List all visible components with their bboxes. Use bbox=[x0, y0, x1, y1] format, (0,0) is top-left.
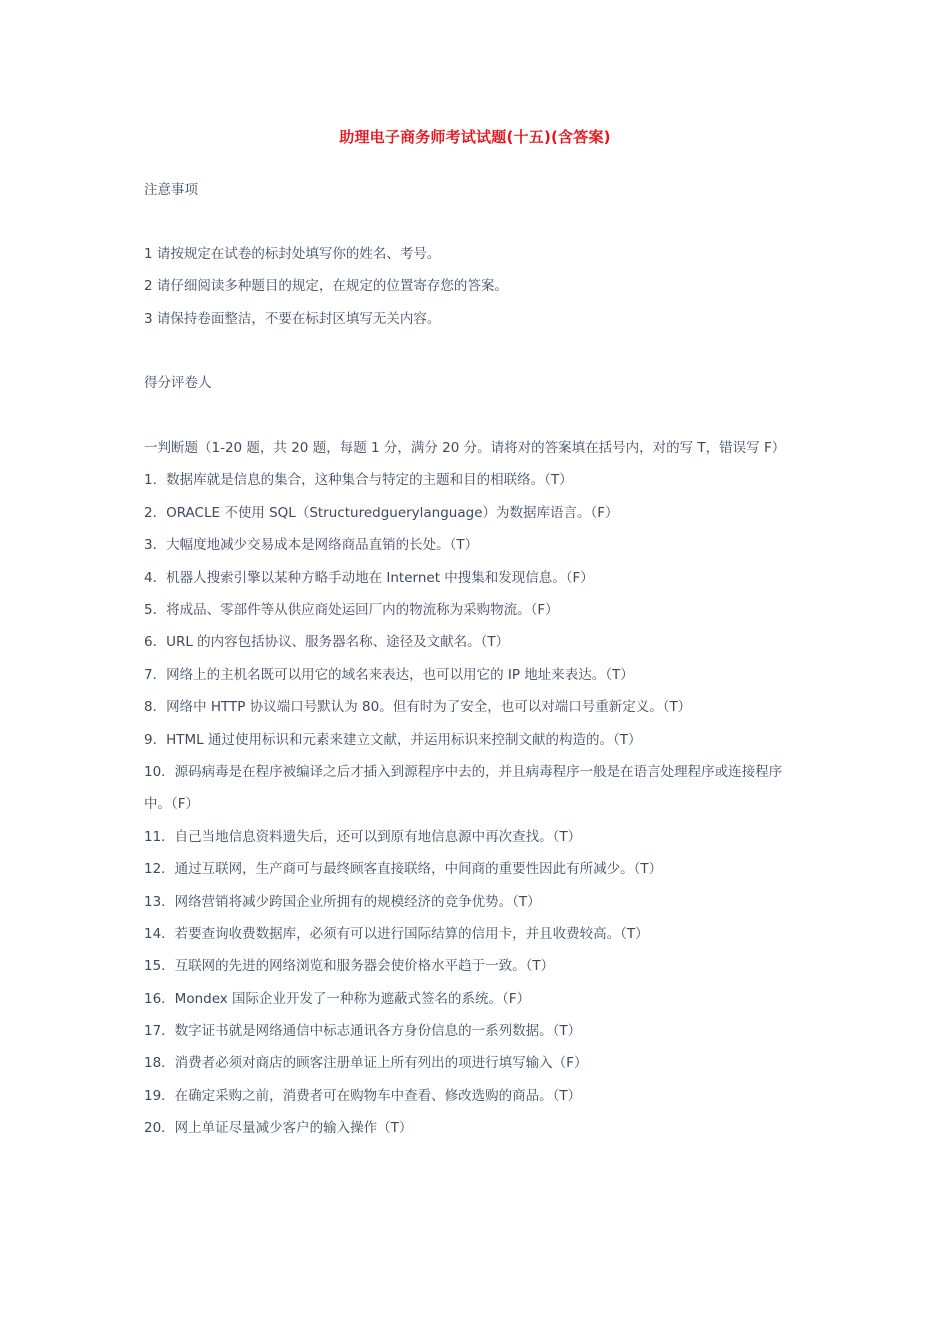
section-instructions: 一判断题（1-20 题，共 20 题，每题 1 分，满分 20 分。请将对的答案填在括号内，对的写 T，错误写 F） bbox=[144, 440, 786, 456]
question-item: 6．URL 的内容包括协议、服务器名称、途径及文献名。（T） bbox=[144, 634, 510, 651]
notice-list bbox=[144, 238, 804, 335]
question-item: 5．将成品、零部件等从供应商处运回厂内的物流称为采购物流。（F） bbox=[144, 601, 559, 618]
question-item: 1．数据库就是信息的集合，这种集合与特定的主题和目的相联络。（T） bbox=[144, 472, 573, 489]
question-item: 18．消费者必须对商店的顾客注册单证上所有列出的项进行填写输入（F） bbox=[144, 1055, 588, 1072]
question-item: 3．大幅度地减少交易成本是网络商品直销的长处。（T） bbox=[144, 537, 479, 554]
true-false-section bbox=[144, 432, 804, 1145]
document-title: 助理电子商务师考试试题(十五)(含答案) bbox=[339, 128, 611, 146]
notice-heading: 注意事项 bbox=[144, 182, 198, 198]
question-item: 12．通过互联网，生产商可与最终顾客直接联络，中间商的重要性因此有所减少。（T） bbox=[144, 861, 663, 878]
question-item: 11．自己当地信息资料遗失后，还可以到原有地信息源中再次查找。（T） bbox=[144, 828, 582, 845]
question-item: 20．网上单证尽量减少客户的输入操作（T） bbox=[144, 1120, 413, 1137]
question-item: 19．在确定采购之前，消费者可在购物车中查看、修改选购的商品。（T） bbox=[144, 1087, 582, 1104]
question-item: 7．网络上的主机名既可以用它的域名来表达，也可以用它的 IP 地址来表达。（T） bbox=[144, 666, 634, 683]
question-item: 16．Mondex 国际企业开发了一种称为遮蔽式签名的系统。（F） bbox=[144, 990, 531, 1007]
question-item: 14．若要查询收费数据库，必须有可以进行国际结算的信用卡，并且收费较高。（T） bbox=[144, 925, 649, 942]
question-item: 9．HTML 通过使用标识和元素来建立文献，并运用标识来控制文献的构造的。（T） bbox=[144, 731, 642, 748]
question-item: 13．网络营销将减少跨国企业所拥有的规模经济的竞争优势。（T） bbox=[144, 893, 541, 910]
scorer-label: 得分评卷人 bbox=[144, 375, 212, 391]
notice-item: 1 请按规定在试卷的标封处填写你的姓名、考号。 bbox=[144, 246, 441, 262]
question-item: 17．数字证书就是网络通信中标志通讯各方身份信息的一系列数据。（T） bbox=[144, 1023, 582, 1040]
question-item: 2．ORACLE 不使用 SQL（Structuredguerylanguage）为数据库语言。（F） bbox=[144, 504, 619, 521]
notice-item: 2 请仔细阅读多种题目的规定，在规定的位置寄存您的答案。 bbox=[144, 278, 508, 295]
question-item: 4．机器人搜索引擎以某种方略手动地在 Internet 中搜集和发现信息。（F） bbox=[144, 569, 594, 586]
question-item: 15．互联网的先进的网络浏览和服务器会使价格水平趋于一致。（T） bbox=[144, 958, 555, 975]
question-item: 10．源码病毒是在程序被编译之后才插入到源程序中去的，并且病毒程序一般是在语言处理程序或连接程序中。（F） bbox=[144, 763, 783, 813]
notice-item: 3 请保持卷面整洁，不要在标封区填写无关内容。 bbox=[144, 310, 441, 327]
question-item: 8．网络中 HTTP 协议端口号默认为 80。但有时为了安全，也可以对端口号重新定义。（T） bbox=[144, 699, 692, 716]
